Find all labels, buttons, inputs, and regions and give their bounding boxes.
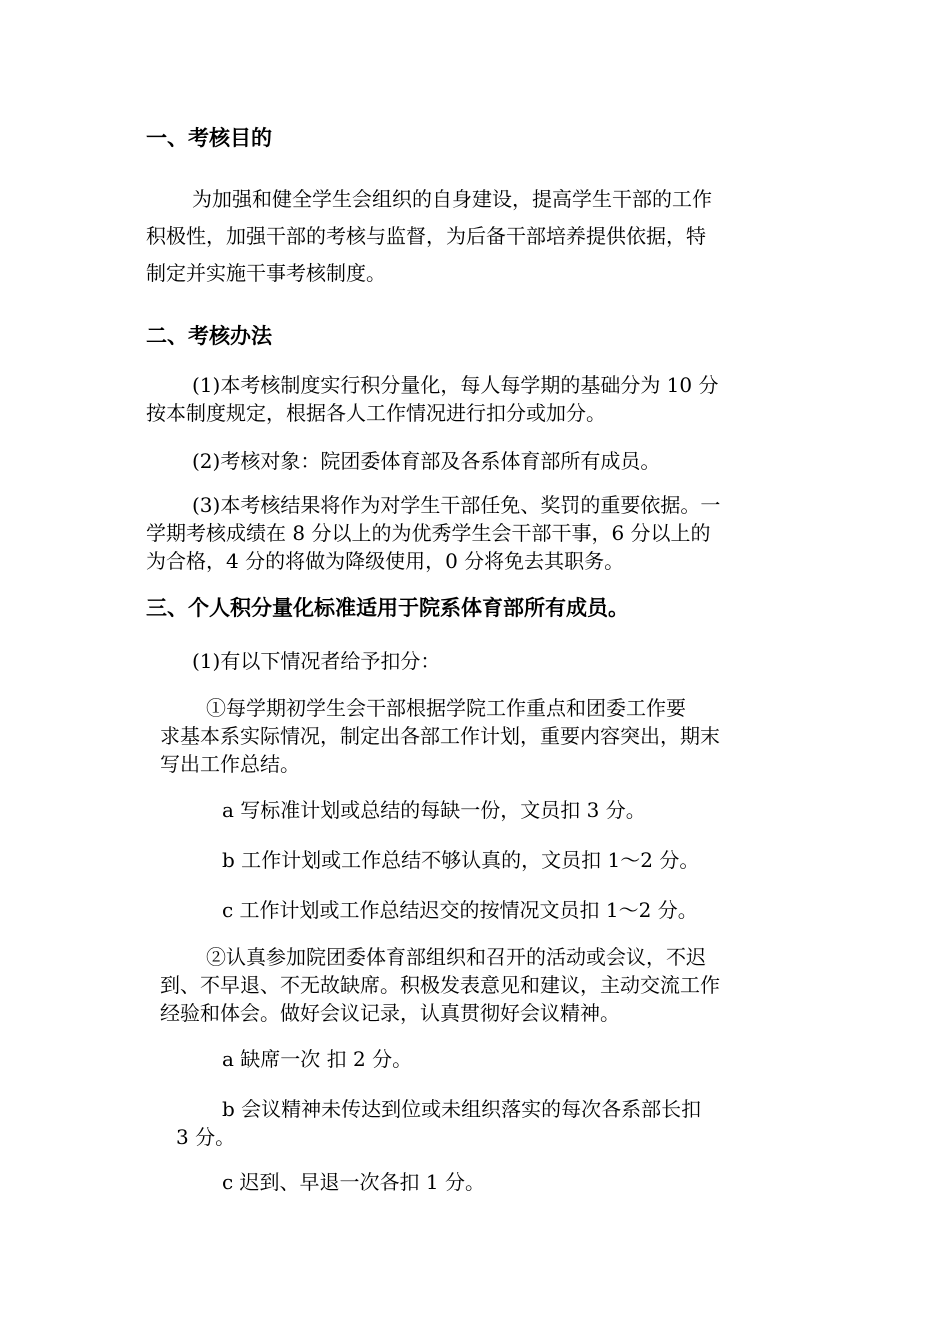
paragraph-method-2 [146, 447, 660, 475]
text-line: 积极性，加强干部的考核与监督，为后备干部培养提供依据，特 [146, 224, 706, 248]
paragraph-item-1b [222, 846, 699, 874]
text-line: 学期考核成绩在 8 分以上的为优秀学生会干部干事，6 分以上的 [146, 521, 711, 545]
text-line: ①每学期初学生会干部根据学院工作重点和团委工作要 [206, 696, 686, 720]
text-line: a 写标准计划或总结的每缺一份，文员扣 3 分。 [222, 798, 646, 822]
paragraph-item-1 [160, 694, 720, 778]
text-line: b 会议精神未传达到位或未组织落实的每次各系部长扣 [222, 1097, 702, 1121]
paragraph-item-2 [160, 943, 720, 1027]
text-line: 为合格，4 分的将做为降级使用，0 分将免去其职务。 [146, 549, 625, 573]
text-line: (1)本考核制度实行积分量化，每人每学期的基础分为 10 分 [192, 373, 719, 397]
text-line: 制定并实施干事考核制度。 [146, 261, 386, 285]
text-line: 按本制度规定，根据各人工作情况进行扣分或加分。 [146, 401, 606, 425]
text-line: a 缺席一次 扣 2 分。 [222, 1047, 413, 1071]
text-line: 3 分。 [176, 1125, 236, 1149]
text-line: c 迟到、早退一次各扣 1 分。 [222, 1170, 485, 1194]
text-line: 到、不早退、不无故缺席。积极发表意见和建议，主动交流工作 [160, 973, 720, 997]
section-heading-1: 一、考核目的 [146, 126, 272, 150]
text-line: (2)考核对象：院团委体育部及各系体育部所有成员。 [192, 449, 661, 473]
paragraph-deduction-intro [192, 647, 440, 675]
paragraph-item-2a [222, 1045, 412, 1073]
paragraph-item-1a [222, 796, 646, 824]
text-line: b 工作计划或工作总结不够认真的，文员扣 1～2 分。 [222, 848, 700, 872]
paragraph-item-2c [222, 1168, 485, 1196]
text-line: 求基本系实际情况，制定出各部工作计划，重要内容突出，期末 [160, 724, 720, 748]
paragraph-item-2b [176, 1095, 701, 1151]
section-heading-3: 三、个人积分量化标准适用于院系体育部所有成员。 [146, 596, 629, 620]
text-line: c 工作计划或工作总结迟交的按情况文员扣 1～2 分。 [222, 898, 698, 922]
text-line: ②认真参加院团委体育部组织和召开的活动或会议，不迟 [206, 945, 706, 969]
text-line: 经验和体会。做好会议记录，认真贯彻好会议精神。 [160, 1001, 620, 1025]
paragraph-method-1 [146, 371, 719, 427]
paragraph-purpose [146, 181, 712, 292]
text-line: (1)有以下情况者给予扣分： [192, 649, 441, 673]
paragraph-item-1c [222, 896, 698, 924]
paragraph-method-3 [146, 491, 720, 575]
text-line: 写出工作总结。 [160, 752, 300, 776]
text-line: (3)本考核结果将作为对学生干部任免、奖罚的重要依据。一 [192, 493, 721, 517]
text-line: 为加强和健全学生会组织的自身建设，提高学生干部的工作 [192, 187, 712, 211]
section-heading-2: 二、考核办法 [146, 324, 272, 348]
